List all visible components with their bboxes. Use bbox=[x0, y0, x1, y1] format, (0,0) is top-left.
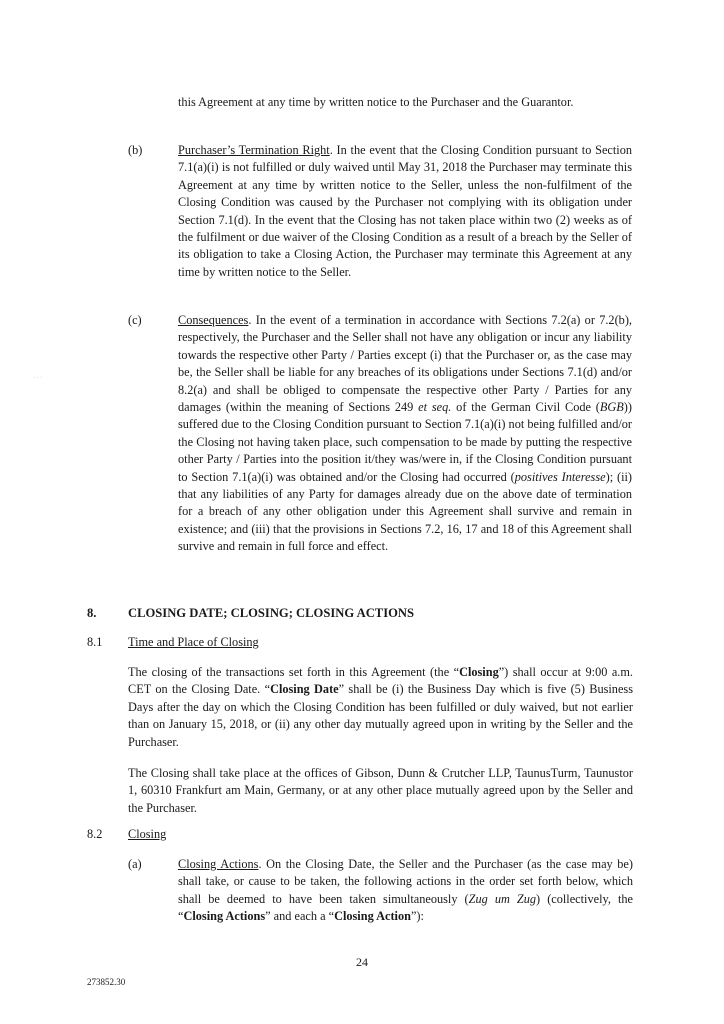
page-number: 24 bbox=[356, 955, 368, 969]
item-b-label: (b) bbox=[128, 143, 143, 157]
section-8-1-paragraph-2: The Closing shall take place at the offices of Gibson, Dunn & Crutcher LLP, TaunusTurm, Taunustor 1, 60310 Frankfurt am Main, Germany, or at any other place mutually agreed upon by the Seller and the Purchaser. bbox=[128, 766, 633, 815]
section-8-number: 8. bbox=[87, 606, 97, 620]
item-c-title: Consequences bbox=[178, 313, 249, 327]
document-id: 273852.30 bbox=[87, 977, 126, 987]
item-c-paragraph: Consequences. In the event of a termination in accordance with Sections 7.2(a) or 7.2(b), respectively, the Purchaser and the Seller shall not have any obligation or incur any liability towards the respective other Party / Parties except (i) that the Purchaser or, as the case may be, the Seller shall be liable for any breaches of its obligations under Sections 7.1(d) and/or 8.2(a) and shall be obliged to compensate the respective other Party / Parties for any damages (within the meaning of Sections 249 et seq. of the German Civil Code (BGB)) suffered due to the Closing Condition pursuant to Section 7.1(a)(i) not being fulfilled and/or the Closing not having taken place, such compensation to be made by putting the respective other Party / Parties into the position it/they was/were in, if the Closing Condition pursuant to Section 7.1(a)(i) was obtained and/or the Closing had occurred (positives Interesse); (ii) that any liabilities of any Party for damages already due on the above date of termination for a breach of any other obligation under this Agreement shall survive and remain in existence; and (iii) that the provisions in Sections 7.2, 16, 17 and 18 of this Agreement shall survive and remain in full force and effect. bbox=[178, 313, 632, 554]
item-c-label: (c) bbox=[128, 313, 142, 327]
section-8-2-title: Closing bbox=[128, 827, 167, 841]
section-8-1-title: Time and Place of Closing bbox=[128, 635, 259, 649]
section-8-1-number: 8.1 bbox=[87, 635, 103, 649]
section-8-1-paragraph-1: The closing of the transactions set forth in this Agreement (the “Closing”) shall occur at 9:00 a.m. CET on the Closing Date. “Closing Date” shall be (i) the Business Day which is five (5) Business Days after the day on which the Closing Condition has been fulfilled or duly waived, but not earlier than on January 15, 2018, or (ii) any other day mutually agreed upon in writing by the Seller and the Purchaser. bbox=[128, 665, 633, 749]
item-8-2-a-title: Closing Actions bbox=[178, 857, 259, 871]
item-b-title: Purchaser’s Termination Right bbox=[178, 143, 330, 157]
continuation-paragraph: this Agreement at any time by written notice to the Purchaser and the Guarantor. bbox=[178, 95, 574, 109]
item-8-2-a-label: (a) bbox=[128, 857, 142, 871]
item-8-2-a-paragraph: Closing Actions. On the Closing Date, the Seller and the Purchaser (as the case may be) shall take, or cause to be taken, the following actions in the order set forth below, which shall be deemed to have been taken simultaneously (Zug um Zug) (collectively, the “Closing Actions” and each a “Closing Action”): bbox=[178, 857, 633, 924]
scan-speck: · · · bbox=[33, 375, 42, 381]
item-b-paragraph: Purchaser’s Termination Right. In the event that the Closing Condition pursuant to Section 7.1(a)(i) is not fulfilled or duly waived until May 31, 2018 the Purchaser may terminate this Agreement at any time by written notice to the Seller, unless the non-fulfilment of the Closing Condition was caused by the Purchaser not complying with its obligation under Section 7.1(d). In the event that the Closing has not taken place within two (2) weeks as of the fulfilment or due waiver of the Closing Condition as a result of a breach by the Seller of its obligation to take a Closing Action, the Purchaser may terminate this Agreement at any time by written notice to the Seller. bbox=[178, 143, 632, 279]
section-8-title: CLOSING DATE; CLOSING; CLOSING ACTIONS bbox=[128, 606, 414, 620]
section-8-2-number: 8.2 bbox=[87, 827, 103, 841]
